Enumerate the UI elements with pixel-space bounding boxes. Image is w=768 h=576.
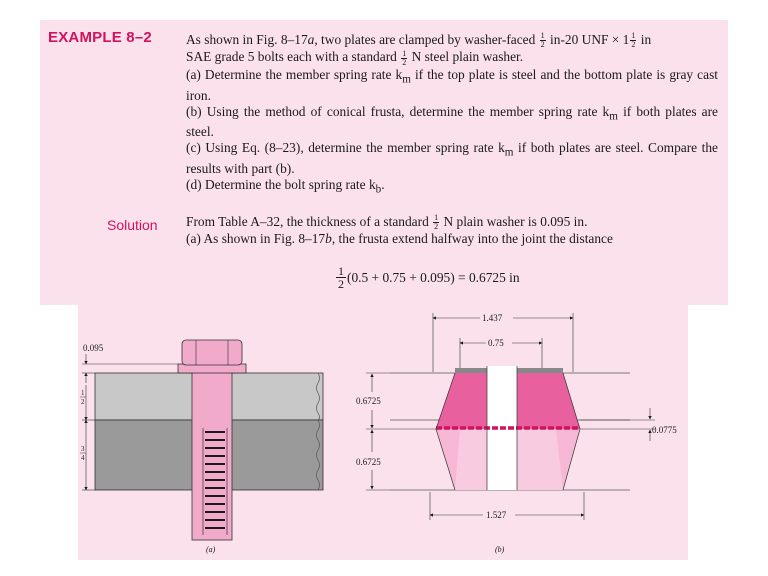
dim-outer-top-label: 1.437 — [482, 313, 503, 323]
bolt-head — [182, 340, 242, 365]
equation-fraction: $\frac{1}{2}$ — [338, 264, 344, 291]
solution-line-1: From Table A–32, the thickness of a standard $\frac{1}{2}$ N plain washer is 0.095 in. — [186, 213, 588, 232]
bottom-plate-thickness-label — [80, 445, 86, 462]
part-c: (c) Using Eq. (8–23), determine the member spring rate $k_m$ if both plates are steel. Compare the results with part (b). — [186, 140, 718, 176]
solution-label: Solution — [107, 217, 158, 233]
fraction-half: $\frac{1}{2}$ — [434, 213, 439, 232]
svg-text:2: 2 — [81, 398, 85, 406]
problem-line-2: SAE grade 5 bolts each with a standard $\frac{1}{2}$ N steel plain washer. — [186, 48, 524, 67]
dim-inner-top-label: 0.75 — [488, 338, 504, 348]
dim-lower-frustum-label: 0.6725 — [356, 457, 381, 467]
solution-line-2: (a) As shown in Fig. 8–17b, the frusta extend halfway into the joint the distance — [186, 231, 613, 247]
fraction-half: $\frac{1}{2}$ — [540, 31, 545, 50]
example-label: EXAMPLE 8–2 — [48, 29, 152, 46]
figure-b — [356, 313, 677, 554]
equation: $\frac{1}{2}$ (0.5 + 0.75 + 0.095) = 0.6725 in — [338, 264, 520, 291]
washer-thickness-label: 0.095 — [83, 343, 104, 353]
part-d: (d) Determine the bolt spring rate $k_b$. — [186, 176, 385, 196]
part-b: (b) Using the method of conical frusta, determine the member spring rate $k_m$ if both plates are steel. — [186, 103, 718, 140]
dim-offset-label: 0.0775 — [652, 425, 677, 435]
figure-a — [80, 340, 323, 554]
svg-text:4: 4 — [81, 454, 85, 462]
dim-bottom-label: 1.527 — [486, 510, 507, 520]
part-a: (a) Determine the member spring rate $k_m$ if the top plate is steel and the bottom plate is gray cast iron. — [186, 66, 718, 103]
svg-text:1: 1 — [81, 389, 85, 397]
fraction-half: $\frac{1}{2}$ — [402, 48, 407, 67]
figure-a-caption: (a) — [206, 545, 216, 554]
top-plate-thickness-label — [80, 389, 86, 406]
svg-text:3: 3 — [81, 445, 85, 453]
figure-b-caption: (b) — [495, 545, 505, 554]
problem-line-1: As shown in Fig. 8–17a, two plates are clamped by washer-faced $\frac{1}{2}$ in-20 UNF × 1 $\frac{1}{2}$ in — [186, 31, 652, 50]
fraction-half: $\frac{1}{2}$ — [631, 31, 636, 50]
dim-upper-frustum-label: 0.6725 — [356, 396, 381, 406]
